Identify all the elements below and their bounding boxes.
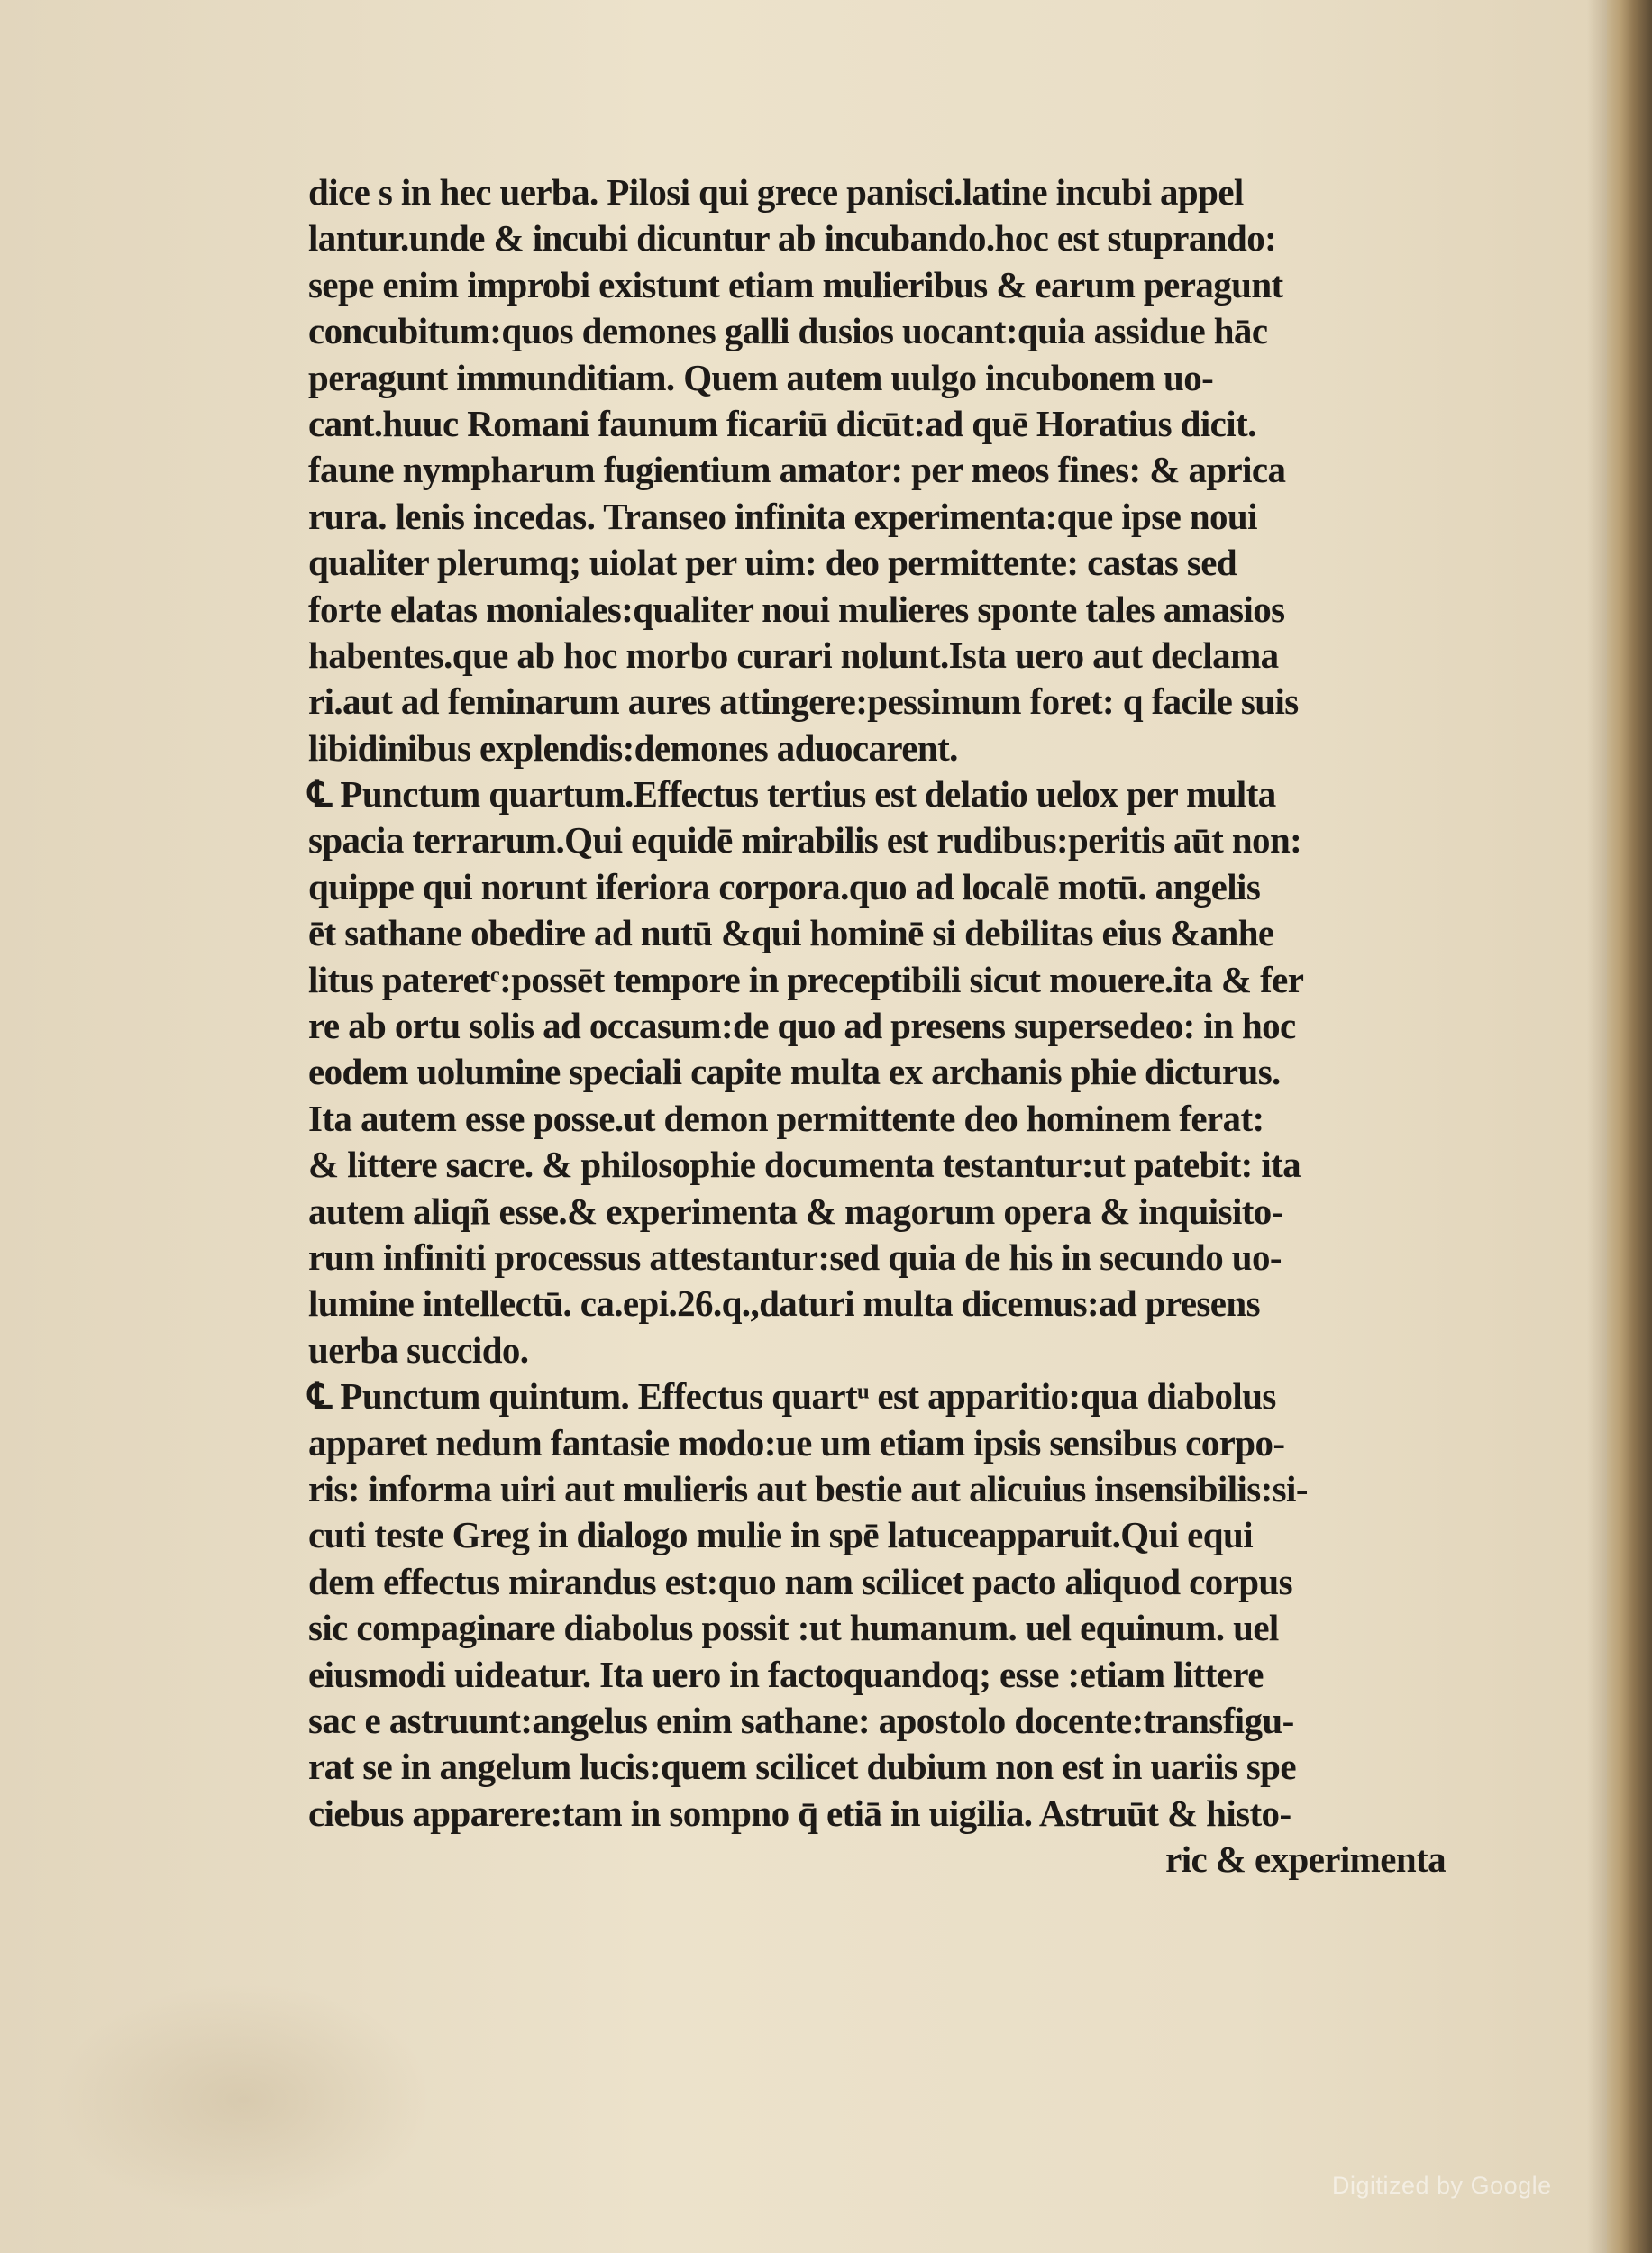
- text-line: lumine intellectū. ca.epi.26.q.,daturi multa dicemus:ad presens: [308, 1282, 1260, 1325]
- text-line: faune nympharum fugientium amator: per meos fines: & aprica: [308, 449, 1286, 491]
- text-line: sepe enim improbi existunt etiam mulieribus & earum peragunt: [308, 263, 1283, 306]
- text-line: rura. lenis incedas. Transeo infinita experimenta:que ipse noui: [308, 495, 1257, 537]
- text-line: qualiter plerumq; uiolat per uim: deo permittente: castas sed: [308, 542, 1237, 584]
- text-line: ri.aut ad feminarum aures attingere:pessimum foret: q facile suis: [308, 680, 1299, 723]
- text-line: peragunt immunditiam. Quem autem uulgo incubonem uo-: [308, 356, 1214, 398]
- text-line: spacia terrarum.Qui equidē mirabilis est rudibus:peritis aūt non:: [308, 819, 1302, 862]
- paper-stain: [54, 1983, 433, 2217]
- text-line: & littere sacre. & philosophie documenta testantur:ut patebit: ita: [308, 1144, 1301, 1186]
- text-line: habentes.que ab hoc morbo curari nolunt.Ista uero aut declama: [308, 634, 1279, 676]
- text-line: sic compaginare diabolus possit :ut humanum. uel equinum. uel: [308, 1607, 1279, 1649]
- text-line: eodem uolumine speciali capite multa ex archanis phie dicturus.: [308, 1051, 1281, 1093]
- page-gutter-shadow: [1587, 0, 1607, 2253]
- text-line: apparet nedum fantasie modo:ue um etiam ipsis sensibus corpo-: [308, 1421, 1285, 1464]
- text-line: ℄ Punctum quintum. Effectus quartᵘ est apparitio:qua diabolus: [308, 1375, 1276, 1418]
- text-line: cuti teste Greg in dialogo mulie in spē latuceapparuit.Qui equi: [308, 1514, 1253, 1556]
- text-line: Ita autem esse posse.ut demon permittente deo hominem ferat:: [308, 1097, 1264, 1139]
- text-line: quippe qui norunt iferiora corpora.quo ad localē motū. angelis: [308, 865, 1261, 908]
- text-line: rum infiniti processus attestantur:sed quia de his in secundo uo-: [308, 1236, 1282, 1278]
- digitization-watermark: Digitized by Google: [1332, 2172, 1552, 2199]
- text-line: autem aliqñ esse.& experimenta & magorum opera & inquisito-: [308, 1190, 1283, 1232]
- text-line: re ab ortu solis ad occasum:de quo ad presens supersedeo: in hoc: [308, 1005, 1296, 1047]
- text-line: cant.huuc Romani faunum ficariū dicūt:ad quē Horatius dicit.: [308, 402, 1256, 444]
- text-line: forte elatas moniales:qualiter noui mulieres sponte tales amasios: [308, 588, 1285, 630]
- catchword: ric & experimenta: [1165, 1838, 1446, 1881]
- text-line: lantur.unde & incubi dicuntur ab incubando.hoc est stuprando:: [308, 217, 1277, 260]
- text-line: dice s in hec uerba. Pilosi qui grece panisci.latine incubi appel: [308, 171, 1244, 213]
- text-line: concubitum:quos demones galli dusios uocant:quia assidue hāc: [308, 310, 1268, 352]
- text-line: libidinibus explendis:demones aduocarent.: [308, 726, 958, 769]
- text-line: ℄ Punctum quartum.Effectus tertius est delatio uelox per multa: [308, 773, 1276, 816]
- text-line: rat se in angelum lucis:quem scilicet dubium non est in uariis spe: [308, 1746, 1296, 1788]
- text-line: ēt sathane obedire ad nutū &qui hominē si debilitas eius &anhe: [308, 912, 1274, 954]
- text-line: eiusmodi uideatur. Ita uero in factoquandoq; esse :etiam littere: [308, 1653, 1264, 1695]
- text-line: ciebus apparere:tam in sompno q̄ etiā in uigilia. Astruūt & histo-: [308, 1792, 1291, 1834]
- text-line: sac e astruunt:angelus enim sathane: apostolo docente:transfigu-: [308, 1699, 1294, 1741]
- text-line: dem effectus mirandus est:quo nam scilicet pacto aliquod corpus: [308, 1560, 1292, 1602]
- text-block: [308, 169, 1480, 1883]
- text-line: ris: informa uiri aut mulieris aut bestie aut alicuius insensibilis:si-: [308, 1467, 1308, 1510]
- book-spine: [1607, 0, 1652, 2253]
- text-line: litus pateretᶜ:possēt tempore in preceptibili sicut mouere.ita & fer: [308, 958, 1304, 1000]
- text-line: uerba succido.: [308, 1328, 529, 1371]
